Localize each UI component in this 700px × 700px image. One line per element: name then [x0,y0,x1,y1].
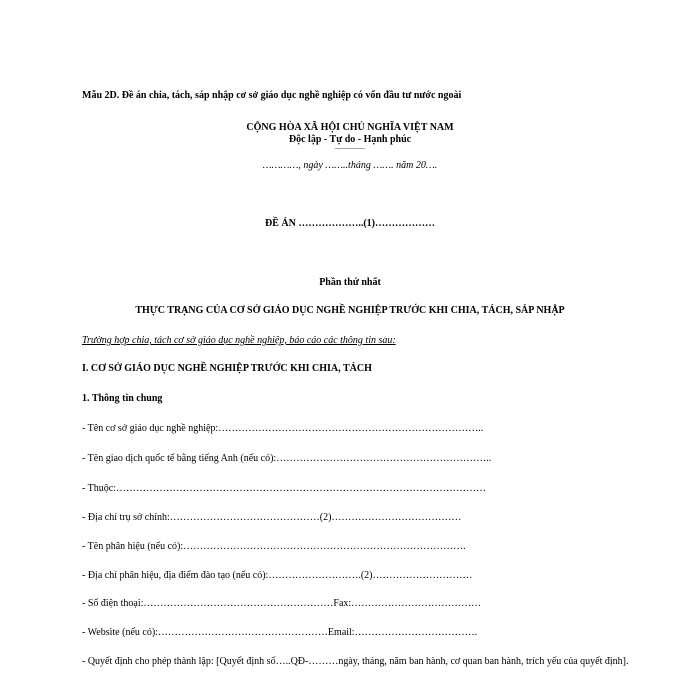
section-subheading: 1. Thông tin chung [82,393,163,404]
part-label: Phần thứ nhất [319,277,381,288]
document-title: ĐỀ ÁN ………………..(1)……………… [265,218,435,229]
field-international-name: - Tên giao dịch quốc tế bằng tiếng Anh (nếu có):……………………………………………………….. [82,453,492,464]
part-instruction: Trường hợp chia, tách cơ sở giáo dục nghề nghiệp, báo cáo các thông tin sau: [82,335,396,346]
header-separator: --------------- [335,146,365,152]
date-line: …………, ngày ……..tháng ……. năm 20…. [262,160,438,171]
national-motto: Độc lập - Tự do - Hạnh phúc [288,134,412,145]
field-affiliation: - Thuộc:………………………………………………………………………………………………… [82,483,486,494]
field-establishment-decision: - Quyết định cho phép thành lập: [Quyết định số…..QĐ-………ngày, tháng, năm ban hành, cơ quan ban hành, trích yếu của quyết định]. [82,656,629,667]
section-heading: I. CƠ SỞ GIÁO DỤC NGHỀ NGHIỆP TRƯỚC KHI CHIA, TÁCH [82,363,372,374]
field-institution-name: - Tên cơ sở giáo dục nghề nghiệp:…………………………………………………………………….. [82,423,484,434]
field-branch-name: - Tên phân hiệu (nếu có):…………………………………………………………………………. [82,541,466,552]
field-phone-fax: - Số điện thoại:…………………………………………………Fax:………………………………… [82,598,482,609]
field-branch-address: - Địa chỉ phân hiệu, địa điểm đào tạo (nếu có):……………………….(2)………………………… [82,570,473,581]
part-heading: THỰC TRẠNG CỦA CƠ SỞ GIÁO DỤC NGHỀ NGHIỆP TRƯỚC KHI CHIA, TÁCH, SÁP NHẬP [135,305,565,316]
country-name: CỘNG HÒA XÃ HỘI CHỦ NGHĨA VIỆT NAM [246,122,454,133]
field-head-office-address: - Địa chỉ trụ sở chính:………………………………………(2)………………………………… [82,512,462,523]
form-code: Mẫu 2D. Đề án chia, tách, sáp nhập cơ sở giáo dục nghề nghiệp có vốn đầu tư nước ngoài [82,90,462,101]
field-website-email: - Website (nếu có):……………………………………………Email:………………………………. [82,627,478,638]
